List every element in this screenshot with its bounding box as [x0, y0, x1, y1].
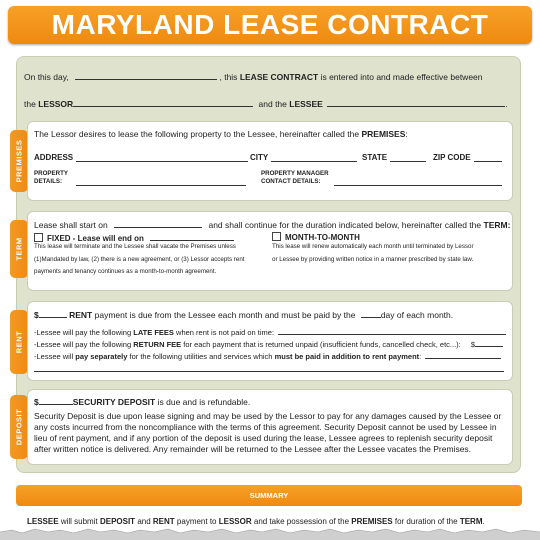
state-field[interactable] — [390, 153, 426, 162]
intro-line-1 — [24, 71, 483, 82]
premises-panel — [27, 121, 513, 201]
rent-panel — [27, 301, 513, 381]
utilities-field-1[interactable] — [425, 350, 501, 359]
lessor-name-field[interactable] — [73, 98, 253, 107]
zip-label: ZIP CODE — [433, 153, 471, 162]
fixed-desc-2: (1)Mandated by law, (2) there is a new agreement, or (3) Lessor accepts rent — [34, 256, 245, 263]
manager-label-1: PROPERTY MANAGER — [261, 170, 329, 177]
month-to-month-checkbox[interactable] — [272, 232, 281, 241]
document-title: MARYLAND LEASE CONTRACT — [8, 6, 532, 44]
deposit-panel — [27, 389, 513, 465]
intro-period: . — [505, 99, 508, 109]
late-fees-line: -Lessee will pay the following LATE FEES when rent is not paid on time: — [34, 326, 506, 337]
address-label: ADDRESS — [34, 153, 74, 162]
intro-lessor-label: LESSOR — [38, 99, 74, 109]
intro-the: the — [24, 99, 36, 109]
lessee-name-field[interactable] — [327, 98, 508, 109]
city-label: CITY — [250, 153, 269, 162]
deposit-para-2: any costs incurred from the noncompliance with the terms of this agreement. Security Deposit cannot be used by Lessee in — [34, 422, 497, 432]
intro-lease-contract: LEASE CONTRACT — [239, 72, 319, 82]
term-tab: TERM — [10, 220, 28, 278]
deposit-due-line: $ SECURITY DEPOSIT is due and is refundable. — [34, 397, 251, 407]
deposit-para-1: Security Deposit is due upon lease signing and may be used by the Lessor to pay for any damages caused by the Lessee or — [34, 411, 502, 421]
manager-contact-field[interactable] — [334, 177, 502, 186]
return-fee-field[interactable] — [475, 338, 503, 347]
term-panel — [27, 211, 513, 291]
late-fees-field[interactable] — [278, 326, 506, 335]
intro-and-the: and the — [258, 99, 287, 109]
premises-tab: PREMISES — [10, 130, 28, 192]
intro-effective-text: is entered into and made effective between — [320, 72, 483, 82]
intro-this-text: , this — [219, 72, 238, 82]
return-fee-line: -Lessee will pay the following RETURN FEE for each payment that is returned unpaid (insufficient funds, cancelled check, etc...): $ — [34, 338, 503, 349]
month-to-month-option[interactable]: MONTH-TO-MONTH — [272, 232, 360, 242]
fixed-checkbox[interactable] — [34, 233, 43, 242]
intro-on-this-day: On this day, — [24, 72, 69, 82]
rent-day-field[interactable] — [361, 309, 381, 318]
start-date-field[interactable] — [114, 219, 202, 228]
mtm-desc-2: or Lessee by providing written notice in a manner prescribed by state law. — [272, 256, 474, 263]
zip-field[interactable] — [474, 153, 502, 162]
fixed-option[interactable]: FIXED - Lease will end on — [34, 232, 234, 243]
date-field[interactable] — [75, 71, 217, 80]
deposit-amount-field[interactable] — [39, 396, 73, 405]
state-label: STATE — [362, 153, 388, 162]
rent-amount-field[interactable] — [39, 309, 67, 318]
property-details-label-2: DETAILS: — [34, 178, 63, 185]
utilities-field-2[interactable] — [34, 363, 504, 372]
torn-paper-edge — [0, 526, 540, 540]
address-field[interactable] — [76, 153, 248, 162]
term-start-line: Lease shall start on and shall continue for the duration indicated below, hereinafter called the TERM: — [34, 220, 511, 230]
deposit-tab: DEPOSIT — [10, 395, 28, 459]
fixed-desc-3: payments and tenancy continues as a month-to-month agreement. — [34, 268, 217, 275]
end-date-field[interactable] — [150, 232, 234, 241]
rent-due-line: $ RENT payment is due from the Lessee each month and must be paid by the day of each month. — [34, 310, 454, 320]
manager-label-2: CONTACT DETAILS: — [261, 178, 321, 185]
fixed-desc-1: This lease will terminate and the Lessee shall vacate the Premises unless — [34, 243, 236, 250]
intro-line-2 — [24, 98, 508, 109]
utilities-line: -Lessee will pay separately for the following utilities and services which must be paid in addition to rent payment: — [34, 350, 501, 361]
city-field[interactable] — [271, 153, 357, 162]
summary-heading: SUMMARY — [16, 485, 522, 506]
rent-tab: RENT — [10, 310, 28, 374]
property-details-label-1: PROPERTY — [34, 170, 69, 177]
deposit-para-4: after written notice is delivered. Any remainder will be returned to the Lessee after the Lessee vacates the Premises. — [34, 444, 472, 454]
mtm-desc-1: This lease will renew automatically each month until terminated by Lessor — [272, 243, 474, 250]
premises-description: The Lessor desires to lease the following property to the Lessee, hereinafter called the PREMISES: — [34, 129, 408, 139]
deposit-para-3: lieu of rent payment, and if any portion of the deposit is used during the lease, Lessee agrees to replenish security deposit — [34, 433, 493, 443]
intro-lessee-label: LESSEE — [289, 99, 323, 109]
property-details-field[interactable] — [76, 177, 246, 186]
summary-text: LESSEE will submit DEPOSIT and RENT payment to LESSOR and take possession of the PREMISES for duration of the TERM. — [27, 517, 485, 526]
